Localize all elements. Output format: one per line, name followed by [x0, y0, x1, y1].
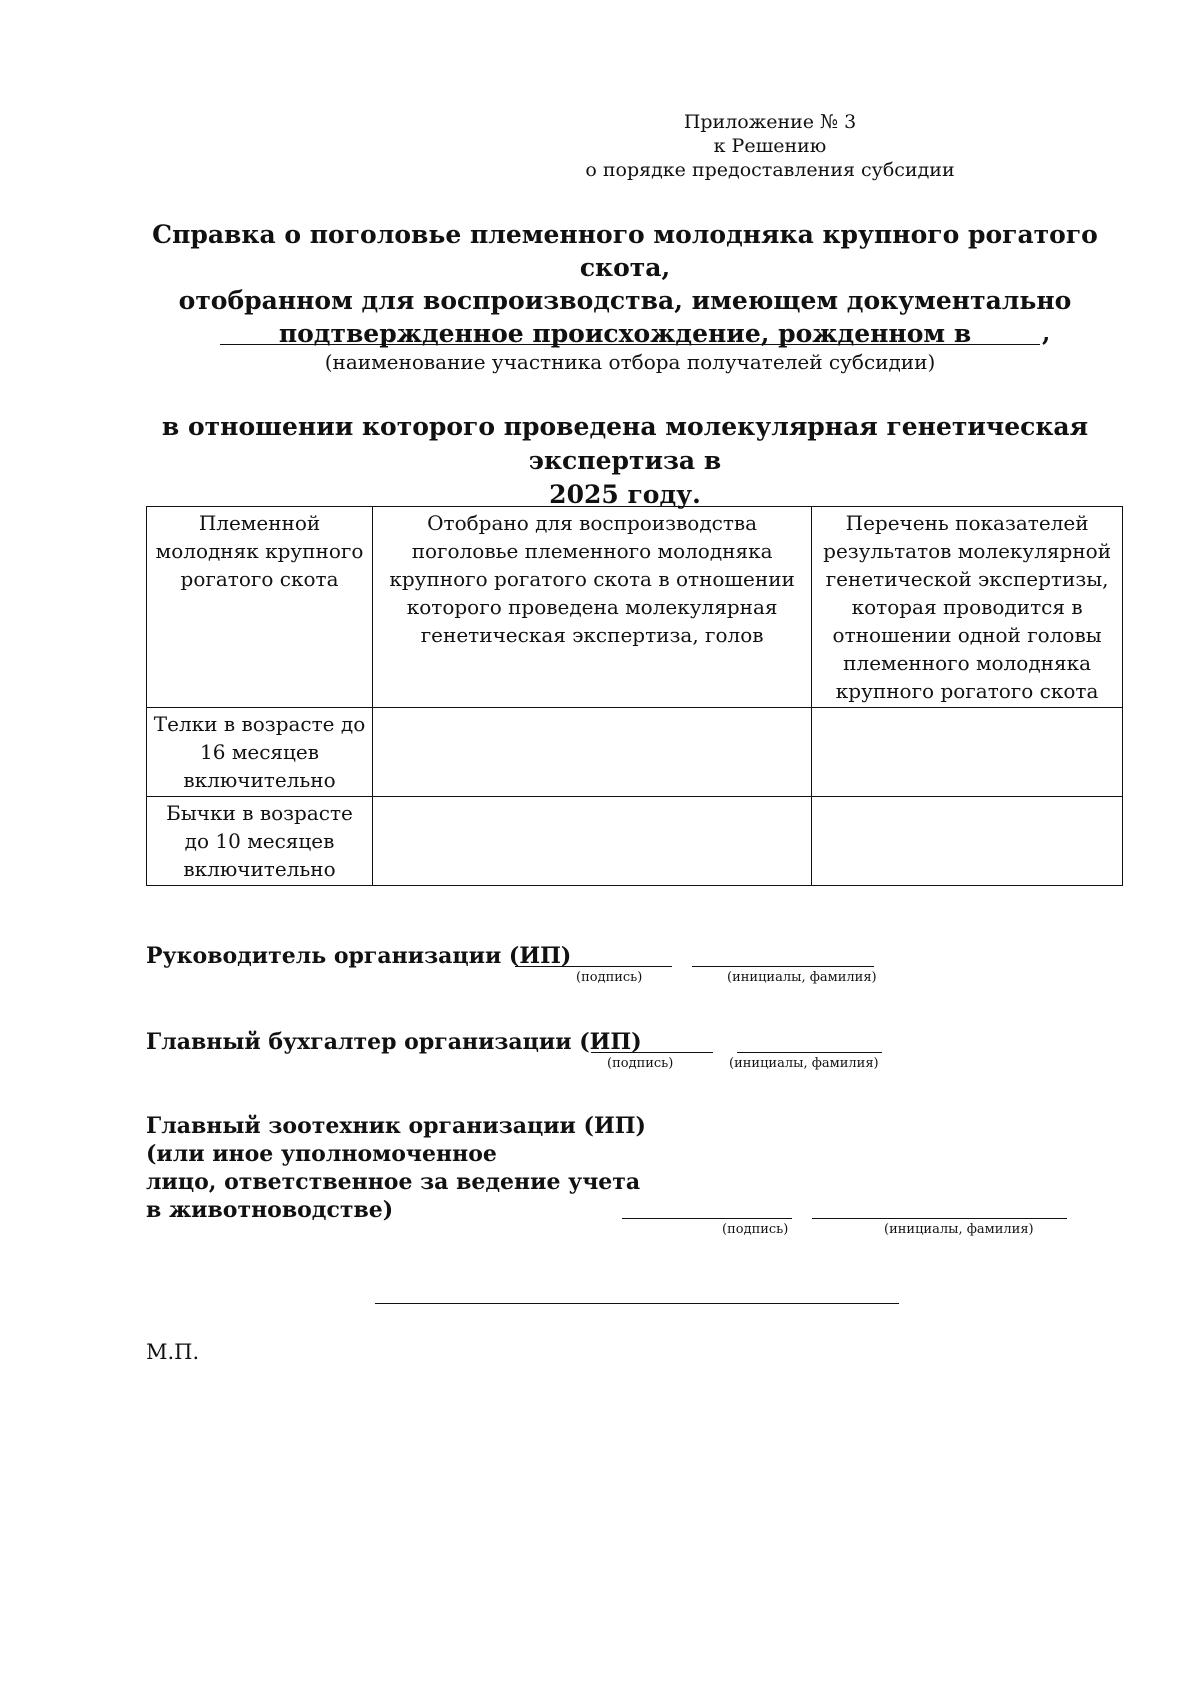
head-signature-label: Руководитель организации (ИП) [146, 943, 572, 969]
head-name-line[interactable] [692, 966, 874, 967]
accountant-name-hint: (инициалы, фамилия) [729, 1056, 879, 1071]
annex-subject: о порядке предоставления субсидии [585, 159, 955, 181]
accountant-sign-hint: (подпись) [607, 1056, 674, 1071]
annex-header [560, 110, 980, 182]
zootechnician-line-1: Главный зоотехник организации (ИП) [146, 1113, 646, 1139]
row-bulls-label: Бычки в возрасте до 10 месяцев включительно [147, 797, 373, 886]
table-header-row [147, 507, 1123, 708]
head-sign-hint: (подпись) [576, 970, 643, 985]
document-title [130, 218, 1120, 350]
header-indicators: Перечень показателей результатов молекулярной генетической экспертизы, которая проводится в отношении одной головы племенного молодняка крупного рогатого скота [812, 507, 1123, 708]
zootechnician-line-3: лицо, ответственное за ведение учета [146, 1169, 641, 1195]
row-bulls-indicators[interactable] [812, 797, 1123, 886]
zootechnician-line-4: в животноводстве) [146, 1197, 394, 1223]
participant-name-field[interactable] [220, 344, 1040, 345]
accountant-name-line[interactable] [737, 1052, 882, 1053]
zootechnician-signature-label [146, 1112, 646, 1224]
title-line-2: отобранном для воспроизводства, имеющем документально [178, 286, 1072, 315]
row-bulls-count[interactable] [373, 797, 812, 886]
head-signature-line[interactable] [515, 966, 672, 967]
subtitle-line-2: 2025 году. [549, 480, 701, 509]
zootechnician-name-line[interactable] [812, 1218, 1067, 1219]
table-row [147, 708, 1123, 797]
header-cattle: Племенной молодняк крупного рогатого скота [147, 507, 373, 708]
table-row [147, 797, 1123, 886]
row-heifers-count[interactable] [373, 708, 812, 797]
title-line-1: Справка о поголовье племенного молодняка крупного рогатого скота, [152, 220, 1098, 282]
bottom-rule [375, 1303, 899, 1304]
livestock-table [146, 506, 1123, 886]
head-name-hint: (инициалы, фамилия) [727, 970, 877, 985]
zootechnician-signature-line[interactable] [622, 1218, 792, 1219]
document-subtitle [130, 410, 1120, 512]
header-selected-count: Отобрано для воспроизводства поголовье племенного молодняка крупного рогатого скота в отношении которого проведена молекулярная генетическая экспертиза, голов [373, 507, 812, 708]
zootechnician-line-2: (или иное уполномоченное [146, 1141, 497, 1167]
annex-number: Приложение № 3 [683, 111, 857, 133]
row-heifers-label: Телки в возрасте до 16 месяцев включительно [147, 708, 373, 797]
stamp-place: М.П. [146, 1340, 200, 1364]
participant-comma: , [1042, 318, 1051, 347]
zootechnician-name-hint: (инициалы, фамилия) [884, 1222, 1034, 1237]
participant-caption: (наименование участника отбора получателей субсидии) [324, 350, 936, 374]
accountant-signature-line[interactable] [591, 1052, 713, 1053]
title-line-3: подтвержденное происхождение, рожденном в [278, 319, 972, 348]
row-heifers-indicators[interactable] [812, 708, 1123, 797]
accountant-signature-label: Главный бухгалтер организации (ИП) [146, 1029, 642, 1055]
zootechnician-sign-hint: (подпись) [722, 1222, 789, 1237]
annex-decision: к Решению [713, 135, 827, 157]
subtitle-line-1: в отношении которого проведена молекулярная генетическая экспертиза в [161, 412, 1089, 475]
